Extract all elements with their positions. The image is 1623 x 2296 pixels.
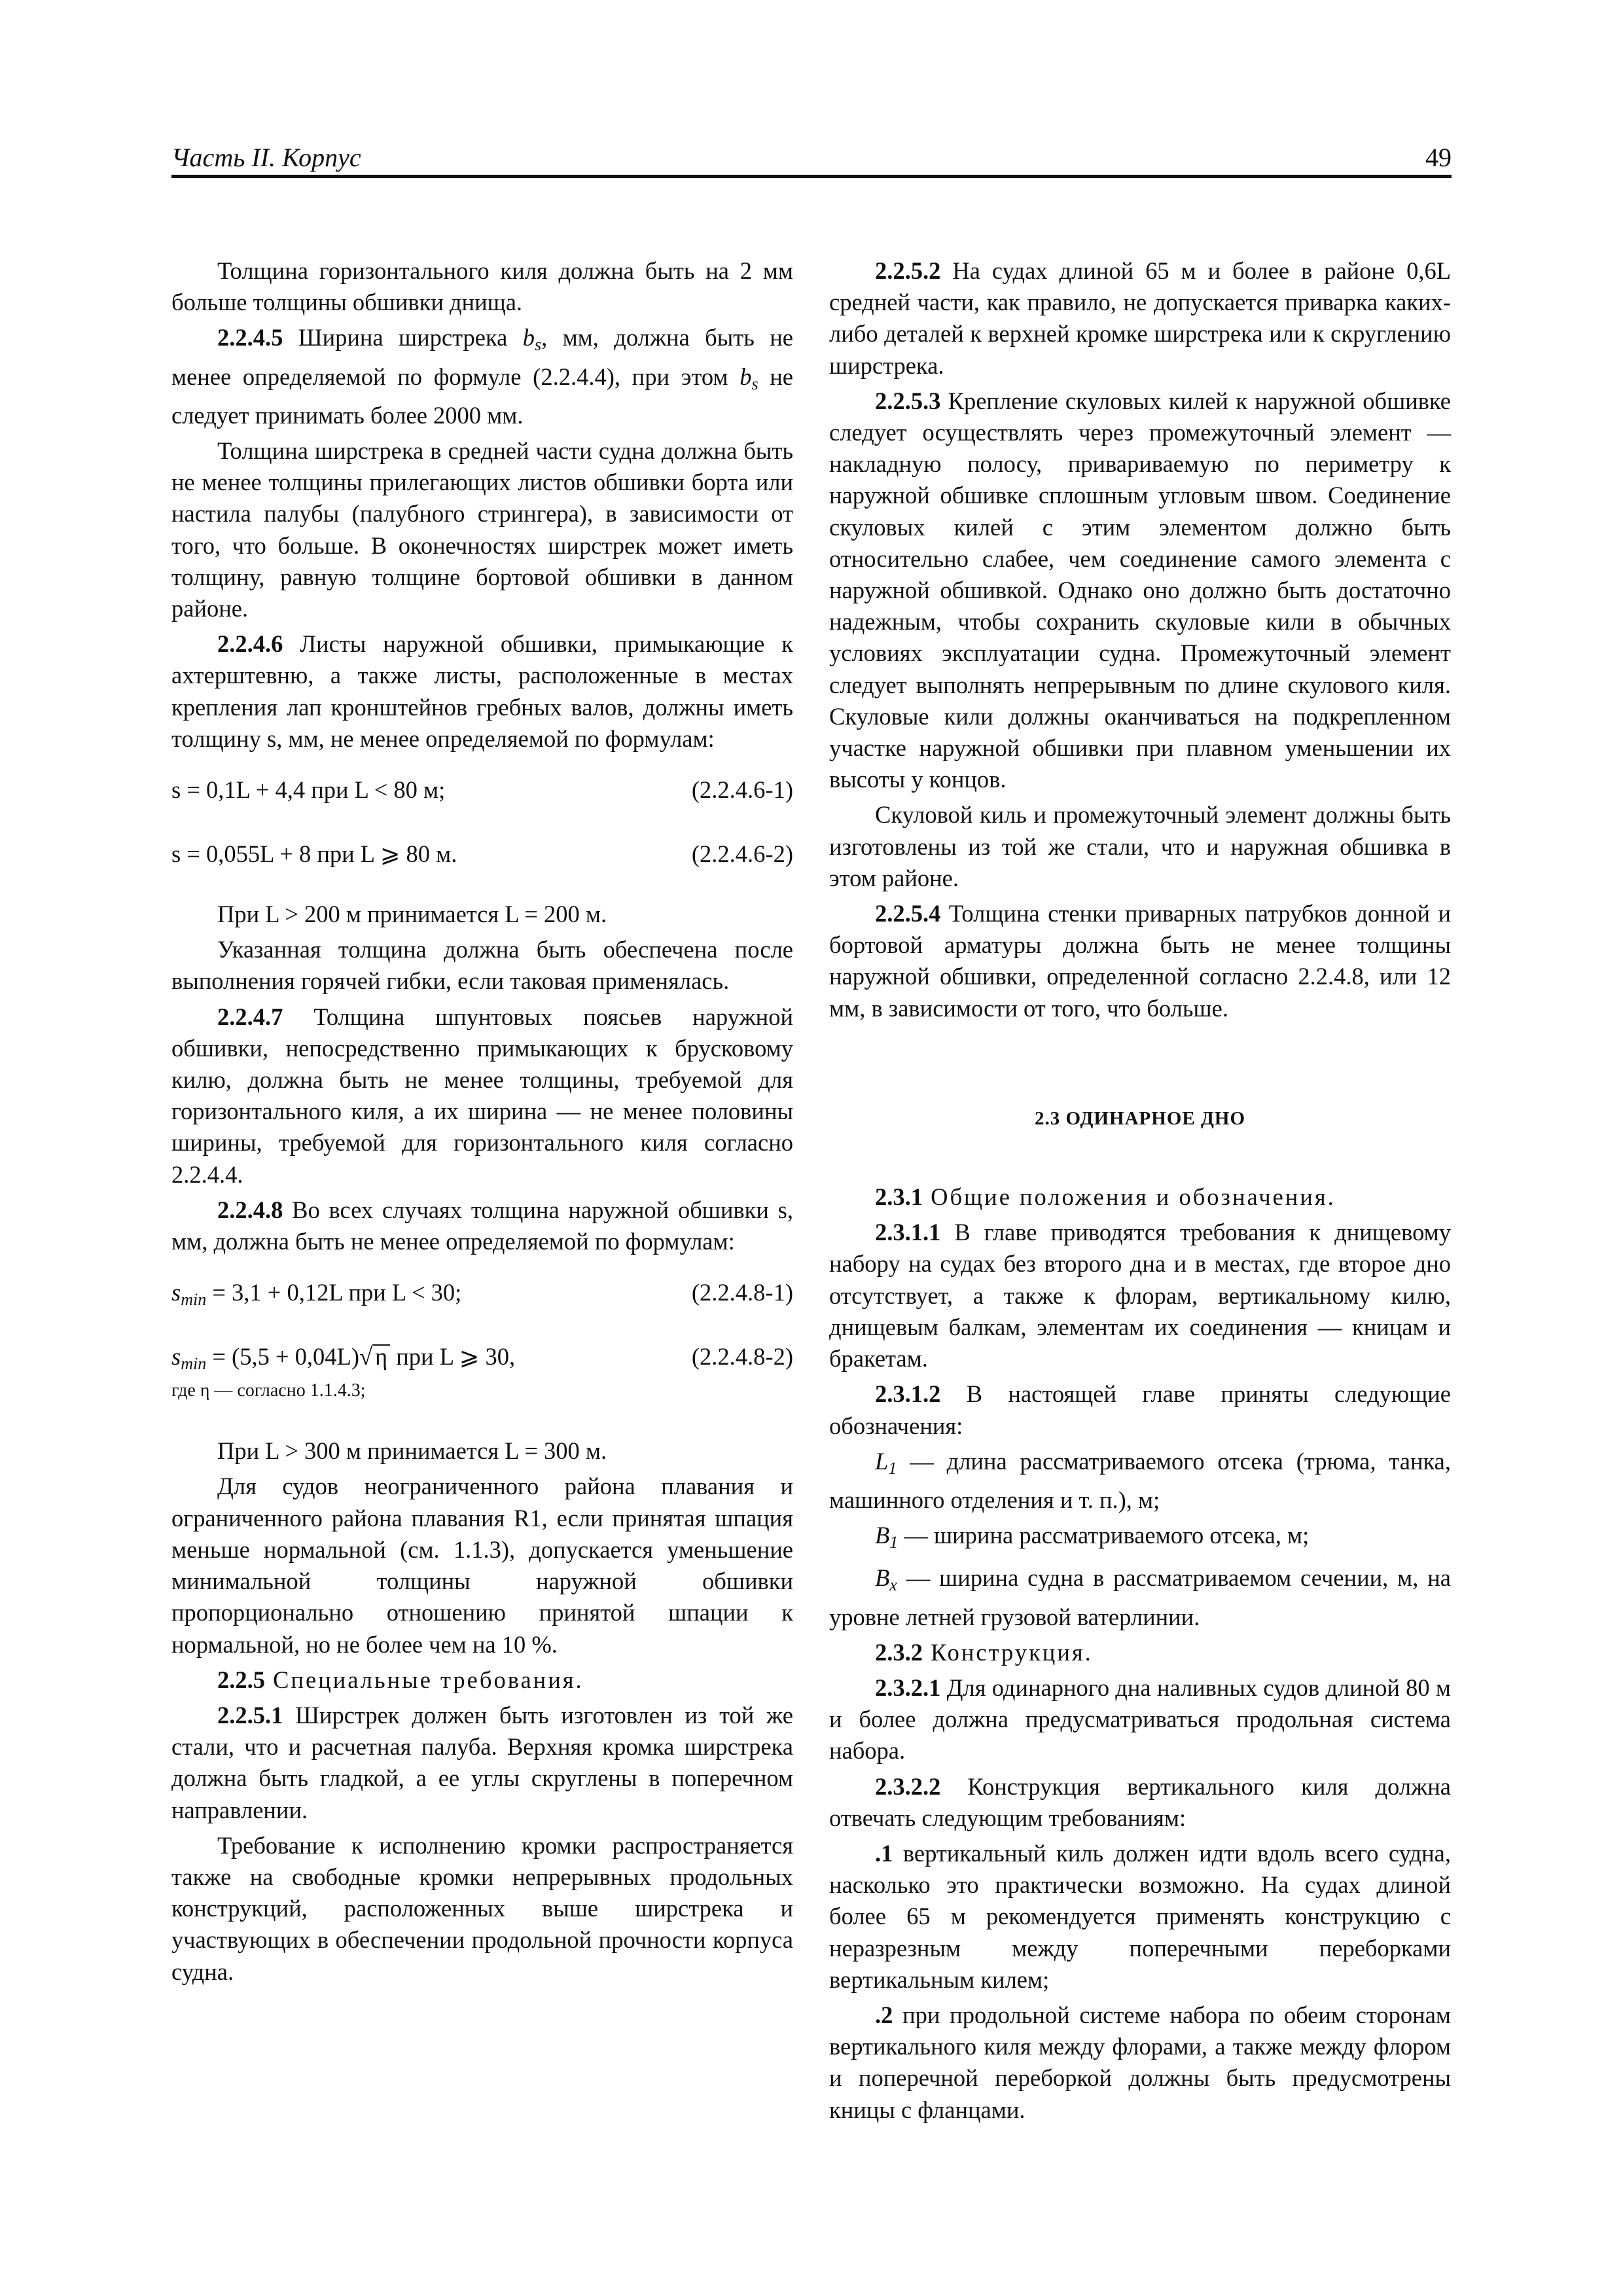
- clause-number: 2.2.5.3: [875, 387, 941, 414]
- paragraph: Толщина ширстрека в средней части судна должна быть не менее толщины прилегающих листов обшивки борта или настила палубы (палубного стрингера), в зависимости от того, что больше. В оконечностях ширстрек может иметь толщину, равную толщине бортовой обшивки в данном районе.: [171, 437, 793, 622]
- formula-2-2-4-6-1: [171, 774, 793, 811]
- list-item-1: .1 вертикальный киль должен идти вдоль всего судна, насколько это практически возможно. На судах длиной более 65 м рекомендуется применять конструкцию с неразрезным между поперечными переборками вертикальным килем;: [829, 1839, 1451, 1993]
- paragraph-2-3-1-1: 2.3.1.1 В главе приводятся требования к днищевому набору на судах без второго дна и в местах, где второе дно отсутствует, а также к флорам, вертикальному килю, днищевым балкам, элементам их соединения — кницам и бракетам.: [829, 1219, 1451, 1372]
- paragraph-2-3-2-2: 2.3.2.2 Конструкция вертикального киля должна отвечать следующим требованиям:: [829, 1772, 1451, 1831]
- paragraph-2-2-5-2: 2.2.5.2 На судах длиной 65 м и более в районе 0,6L средней части, как правило, не допускается приварка каких-либо деталей к верхней кромке ширстрека или к скруглению ширстрека.: [829, 257, 1451, 379]
- clause-number: 2.2.4.8: [217, 1196, 283, 1223]
- clause-number: 2.3.1: [875, 1183, 923, 1211]
- paragraph-2-3-2: 2.3.2 Конструкция.: [875, 1638, 1093, 1666]
- paragraph-2-2-4-7: 2.2.4.7 Толщина шпунтовых поясьев наружной обшивки, непосредственно примыкающих к брусковому килю, должна быть не менее толщины, требуемой для горизонтального киля, а их ширина — не менее половины ширины, требуемой для горизонтального киля согласно 2.2.4.4.: [171, 1003, 793, 1188]
- formula-2-2-4-8-1: [171, 1277, 793, 1314]
- page-number: 49: [1425, 143, 1452, 172]
- running-head: Часть II. Корпус: [171, 143, 361, 172]
- paragraph: Скуловой киль и промежуточный элемент должны быть изготовлены из той же стали, что и наружная обшивка в этом районе.: [829, 801, 1451, 891]
- formula-note: где η — согласно 1.1.4.3;: [171, 1380, 366, 1401]
- formula-expression: s = 0,055L + 8 при L ⩾ 80 м.: [171, 840, 457, 868]
- clause-number: 2.2.5.2: [875, 257, 941, 284]
- paragraph-2-2-4-6: 2.2.4.6 Листы наружной обшивки, примыкающие к ахтерштевню, а также листы, расположенные в местах крепления лап кронштейнов гребных валов, должны иметь толщину s, мм, не менее определяемой по формулам:: [171, 630, 793, 752]
- paragraph-2-2-5: 2.2.5 Специальные требования.: [217, 1666, 584, 1693]
- paragraph: При L > 300 м принимается L = 300 м.: [217, 1437, 607, 1465]
- formula-expression: $s_{min} = 3,1 + 0,12L$ при L < 30;: [171, 1279, 462, 1310]
- list-item-2: .2 при продольной системе набора по обеим сторонам вертикального киля между флорами, а также между флором и поперечной переборкой должны быть предусмотрены кницы с фланцами.: [829, 2001, 1451, 2123]
- paragraph-2-2-5-3: 2.2.5.3 Крепление скуловых килей к наружной обшивке следует осуществлять через промежуточный элемент — накладную полосу, привариваемую по периметру к наружной обшивке сплошным угловым швом. Соединение скуловых килей с этим элементом должно быть относительно слабее, чем соединение самого элемента с наружной обшивкой. Однако оно должно быть достаточно надежным, чтобы сохранить скуловые кили в обычных условиях эксплуатации судна. Промежуточный элемент следует выполнять непрерывным по длине скулового киля. Скуловые кили должны оканчиваться на подкрепленном участке наружной обшивки при плавном уменьшении их высоты у концов.: [829, 387, 1451, 793]
- formula-2-2-4-6-2: [171, 838, 793, 875]
- list-marker: .1: [875, 1839, 893, 1867]
- clause-number: 2.3.2.1: [875, 1674, 941, 1701]
- formula-2-2-4-8-2: [171, 1341, 793, 1378]
- clause-number: 2.2.4.5: [217, 324, 283, 351]
- paragraph-2-3-1-2: 2.3.1.2 В настоящей главе приняты следующие обозначения:: [829, 1380, 1451, 1439]
- paragraph-2-2-4-5: 2.2.4.5 Ширина ширстрека $b_s$, мм, должна быть не менее определяемой по формуле (2.2.4.4), при этом $b_s$ не следует принимать более 2000 мм.: [171, 324, 794, 429]
- header-rule: [171, 175, 1452, 178]
- formula-reference: (2.2.4.8-1): [691, 1279, 793, 1306]
- formula-expression: s = 0,1L + 4,4 при L < 80 м;: [171, 776, 446, 804]
- clause-number: 2.2.5.1: [217, 1701, 283, 1729]
- paragraph: При L > 200 м принимается L = 200 м.: [217, 901, 607, 928]
- list-marker: .2: [875, 2001, 893, 2028]
- definition-L1: $L_1$ — длина рассматриваемого отсека (трюма, танка, машинного отделения и т. п.), м;: [829, 1447, 1451, 1513]
- clause-number: 2.3.1.1: [875, 1219, 941, 1246]
- clause-number: 2.3.2: [875, 1638, 923, 1666]
- sqrt-sign: √: [359, 1343, 373, 1371]
- left-column: [171, 255, 793, 1992]
- paragraph-2-2-5-4: 2.2.5.4 Толщина стенки приварных патрубков донной и бортовой арматуры должна быть не менее толщины наружной обшивки, определенной согласно 2.2.4.8, или 12 мм, в зависимости от того, что больше.: [829, 900, 1451, 1022]
- paragraph: Толщина горизонтального киля должна быть на 2 мм больше толщины обшивки днища.: [171, 257, 793, 316]
- page-header: [171, 145, 1452, 178]
- paragraph: Указанная толщина должна быть обеспечена после выполнения горячей гибки, если таковая применялась.: [171, 936, 793, 995]
- formula-reference: (2.2.4.8-2): [691, 1343, 793, 1371]
- section-title: 2.3 ОДИНАРНОЕ ДНО: [1034, 1107, 1246, 1129]
- clause-number: 2.2.5.4: [875, 900, 941, 927]
- paragraph-2-2-5-1: 2.2.5.1 Ширстрек должен быть изготовлен из той же стали, что и расчетная палуба. Верхняя кромка ширстрека должна быть гладкой, а ее углы скруглены в поперечном направлении.: [171, 1701, 793, 1823]
- clause-number: 2.2.5: [217, 1666, 265, 1693]
- paragraph-2-3-2-1: 2.3.2.1 Для одинарного дна наливных судов длиной 80 м и более должна предусматриваться продольная система набора.: [829, 1674, 1451, 1765]
- right-column: [829, 255, 1451, 2130]
- paragraph: Для судов неограниченного района плавания и ограниченного района плавания R1, если принятая шпация меньше нормальной (см. 1.1.3), допускается уменьшение минимальной толщины наружной обшивки пропорционально отношению принятой шпации к нормальной, но не более чем на 10 %.: [171, 1473, 793, 1658]
- definition-B1: $B_1$ — ширина рассматриваемого отсека, м;: [875, 1522, 1310, 1552]
- paragraph-2-3-1: 2.3.1 Общие положения и обозначения.: [875, 1183, 1336, 1211]
- clause-number: 2.3.1.2: [875, 1380, 941, 1408]
- clause-number: 2.2.4.7: [217, 1003, 283, 1030]
- formula-reference: (2.2.4.6-2): [691, 840, 793, 868]
- paragraph-2-2-4-8: 2.2.4.8 Во всех случаях толщина наружной обшивки s, мм, должна быть не менее определяемой по формулам:: [171, 1196, 793, 1255]
- clause-number: 2.3.2.2: [875, 1772, 941, 1800]
- definition-Bx: $B_x$ — ширина судна в рассматриваемом сечении, м, на уровне летней грузовой ватерлинии.: [829, 1564, 1451, 1630]
- formula-expression: $s_{min} = (5,5 + 0,04L)√$ η при L ⩾ 30,: [171, 1343, 516, 1374]
- paragraph: Требование к исполнению кромки распространяется также на свободные кромки непрерывных продольных конструкций, расположенных выше ширстрека и участвующих в обеспечении продольной прочности корпуса судна.: [171, 1831, 793, 1985]
- clause-number: 2.2.4.6: [217, 630, 283, 658]
- formula-reference: (2.2.4.6-1): [691, 776, 793, 804]
